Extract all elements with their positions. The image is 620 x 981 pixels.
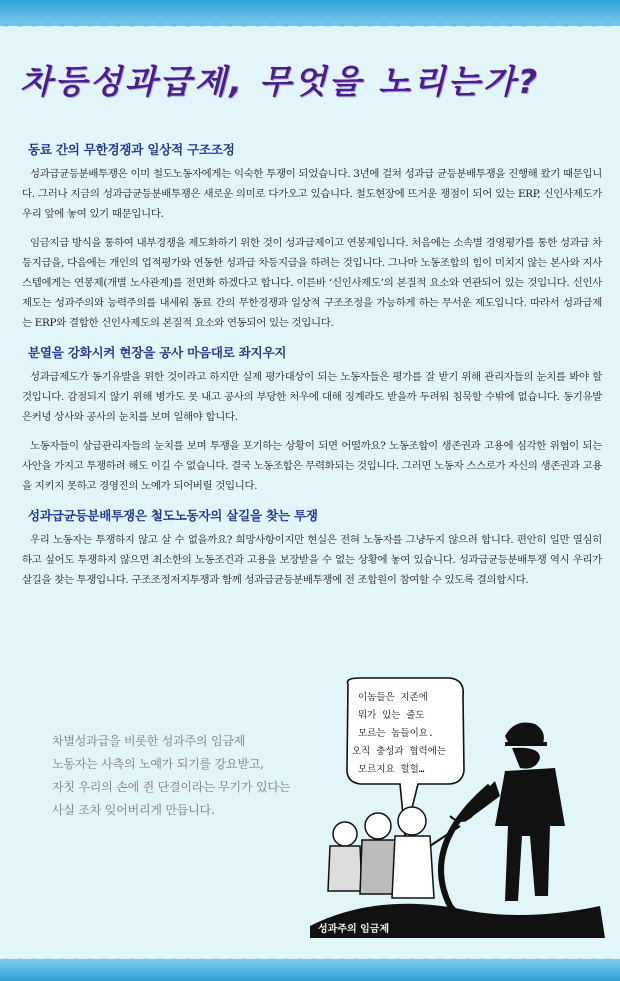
speech-bubble-line: 오직 충성과 협력에는 [352, 746, 447, 757]
section-heading: 분열을 강화시켜 현장을 공사 마음대로 좌지우지 [28, 345, 287, 360]
section-heading: 동료 간의 무한경쟁과 일상적 구조조정 [28, 142, 235, 157]
speech-bubble-line: 이놈들은 지존에 [358, 692, 428, 703]
pull-quote-line: 차별성과급을 비롯한 성과주의 임금제 [52, 734, 246, 748]
paragraph: 노동자들이 상급관리자들의 눈치를 보며 투쟁을 포기하는 상황이 되면 어떨까요? 노동조합이 생존권과 고용에 심각한 위협이 되는 사안을 가지고 투쟁하려 해도 이길 수 없습니다. 결국 노동조합은 무력화되는 것입니다. 그러면 노동자 스스로가 자신의 생존권과 고용을 지키지 못하고 경영진의 노예가 되어버릴 것입니다. [22, 440, 602, 492]
section-3 [22, 506, 602, 590]
paragraph: 성과급제도가 동기유발을 위한 것이라고 하지만 실제 평가대상이 되는 노동자들은 평가를 잘 받기 위해 관리자들의 눈치를 봐야 할 것입니다. 감점되지 않기 위해 병가도 못 내고 공사의 부당한 처우에 대해 징계라도 받을까 두려워 침묵할 수밖에 없습니다. 동기유발은커녕 상사와 공사의 눈치를 보며 일해야 합니다. [22, 371, 602, 423]
pull-quote-line: 사실 조차 잊어버리게 만듭니다. [52, 803, 215, 817]
article-body [22, 140, 602, 600]
section-2 [22, 343, 602, 496]
speech-bubble-line: 모르지요 헐헐… [358, 764, 425, 775]
cartoon-caption: 성과주의 임금제 [318, 924, 390, 935]
pull-quote-line: 자칫 우리의 손에 쥔 단결이라는 무기가 있다는 [52, 780, 291, 794]
whip-line [441, 786, 500, 926]
section-heading: 성과급균등분배투쟁은 철도노동자의 살길을 찾는 투쟁 [28, 508, 318, 523]
paragraph: 성과급균등분배투쟁은 이미 철도노동자에게는 익숙한 투쟁이 되었습니다. 3년에 걸쳐 성과급 균등분배투쟁을 진행해 왔기 때문입니다. 그러나 지금의 성과급균등분배투쟁은 새로운 의미로 다가오고 있습니다. 철도현장에 뜨거운 쟁점이 되어 있는 ERP, 신인사제도가 우리 앞에 놓여 있기 때문입니다. [22, 168, 602, 220]
bottom-border-band [0, 959, 620, 981]
paragraph: 임금지급 방식을 통하여 내부경쟁을 제도화하기 위한 것이 성과급제이고 연봉제입니다. 처음에는 소속별 경영평가를 통한 성과급 차등지급을, 다음에는 개인의 업적평가와 연동한 성과급 차등지급을 하려는 것입니다. 그나마 노동조합의 힘이 미치지 않는 본사와 지사 스텝에게는 연봉제(개별 노사관계)를 전면화 하겠다고 합니다. 이른바 ‘신인사제도’의 본질적 요소와 연관되어 있는 것입니다. 신인사제도는 성과주의와 능력주의를 내세워 동료 간의 무한경쟁과 일상적 구조조정을 가능하게 하는 무서운 제도입니다. 따라서 성과급제는 ERP와 결합한 신인사제도의 본질적 요소와 연동되어 있는 것입니다. [22, 237, 602, 329]
page-title: 차등성과급제, 무엇을 노리는가? [20, 62, 541, 101]
pull-quote-line: 노동자는 사측의 노예가 되기를 강요받고, [52, 757, 264, 771]
cartoon-illustration [300, 676, 615, 946]
section-1 [22, 140, 602, 333]
speech-bubble-line: 모르는 놈들이요. [358, 728, 434, 739]
speech-bubble-line: 뭐가 있는 줄도 [358, 710, 425, 721]
paragraph: 우리 노동자는 투쟁하지 않고 살 수 없을까요? 희망사항이지만 현실은 전혀 노동자를 그냥두지 않으려 합니다. 편안히 일만 열심히 하고 싶어도 투쟁하지 않으면 최소한의 노동조건과 고용을 보장받을 수 없는 상황에 놓여 있습니다. 성과급균등분배투쟁 역시 우리가 살길을 찾는 투쟁입니다. 구조조정저지투쟁과 함께 성과급균등분배투쟁에 전 조합원이 참여할 수 있도록 결의합시다. [22, 534, 602, 586]
top-border-brush-edge [0, 20, 620, 32]
